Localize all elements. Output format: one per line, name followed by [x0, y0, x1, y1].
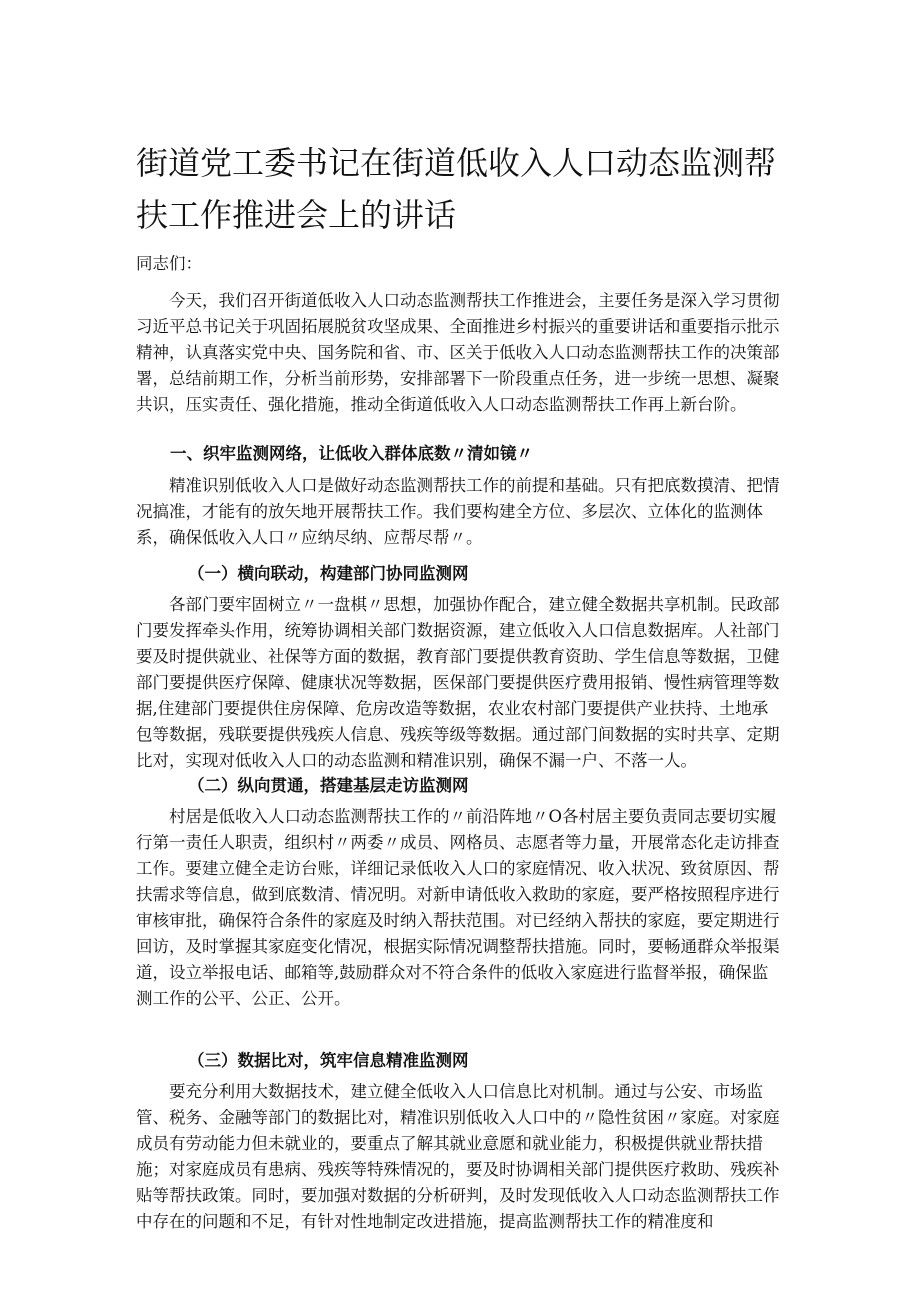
salutation: 同志们：	[136, 254, 202, 273]
page-title: 街道党工委书记在街道低收入人口动态监测帮扶工作推进会上的讲话	[136, 144, 777, 234]
section1-paragraph: 精准识别低收入人口是做好动态监测帮扶工作的前提和基础。只有把底数摸清、把情况搞准，才能有的放矢地开展帮扶工作。我们要构建全方位、多层次、立体化的监测体系，确保低收入人口〃应纳尽纳、应帮尽帮〃。	[136, 476, 780, 547]
subsection3-paragraph: 要充分利用大数据技术，建立健全低收入人口信息比对机制。通过与公安、市场监管、税务、金融等部门的数据比对，精准识别低收入人口中的〃隐性贫困〃家庭。对家庭成员有劳动能力但未就业的，要重点了解其就业意愿和就业能力，积极提供就业帮扶措施；对家庭成员有患病、残疾等特殊情况的，要及时协调相关部门提供医疗救助、残疾补贴等帮扶政策。同时，要加强对数据的分析研判，及时发现低收入人口动态监测帮扶工作中存在的问题和不足，有针对性地制定改进措施，提高监测帮扶工作的精准度和	[136, 1082, 780, 1231]
subsection1-paragraph: 各部门要牢固树立〃一盘棋〃思想，加强协作配合，建立健全数据共享机制。民政部门要发挥牵头作用，统筹协调相关部门数据资源，建立低收入人口信息数据库。人社部门要及时提供就业、社保等方面的数据，教育部门要提供教育资助、学生信息等数据，卫健部门要提供医疗保障、健康状况等数据，医保部门要提供医疗费用报销、慢性病管理等数据,住建部门要提供住房保障、危房改造等数据，农业农村部门要提供产业扶持、土地承包等数据，残联要提供残疾人信息、残疾等级等数据。通过部门间数据的实时共享、定期比对，实现对低收入人口的动态监测和精准识别，确保不漏一户、不落一人。	[136, 595, 780, 770]
subsection2-heading: （二）纵向贯通，搭建基层走访监测网	[188, 776, 469, 795]
intro-paragraph: 今天，我们召开街道低收入人口动态监测帮扶工作推进会，主要任务是深入学习贯彻习近平总书记关于巩固拓展脱贫攻坚成果、全面推进乡村振兴的重要讲话和重要指示批示精神，认真落实党中央、国务院和省、市、区关于低收入人口动态监测帮扶工作的决策部署，总结前期工作，分析当前形势，安排部署下一阶段重点任务，进一步统一思想、凝聚共识，压实责任、强化措施，推动全街道低收入人口动态监测帮扶工作再上新台阶。	[136, 291, 780, 414]
subsection2-paragraph: 村居是低收入人口动态监测帮扶工作的〃前沿阵地〃O各村居主要负责同志要切实履行第一责任人职责，组织村〃两委〃成员、网格员、志愿者等力量，开展常态化走访排查工作。要建立健全走访台账，详细记录低收入人口的家庭情况、收入状况、致贫原因、帮扶需求等信息，做到底数清、情况明。对新申请低收入救助的家庭，要严格按照程序进行审核审批，确保符合条件的家庭及时纳入帮扶范围。对已经纳入帮扶的家庭，要定期进行回访，及时掌握其家庭变化情况，根据实际情况调整帮扶措施。同时，要畅通群众举报渠道，设立举报电话、邮箱等,鼓励群众对不符合条件的低收入家庭进行监督举报，确保监测工作的公平、公正、公开。	[136, 807, 780, 1008]
section1-heading: 一、织牢监测网络，让低收入群体底数〃清如镜〃	[170, 444, 533, 463]
subsection3-heading: （三）数据比对，筑牢信息精准监测网	[188, 1051, 469, 1070]
subsection1-heading: （一）横向联动，构建部门协同监测网	[188, 564, 469, 583]
